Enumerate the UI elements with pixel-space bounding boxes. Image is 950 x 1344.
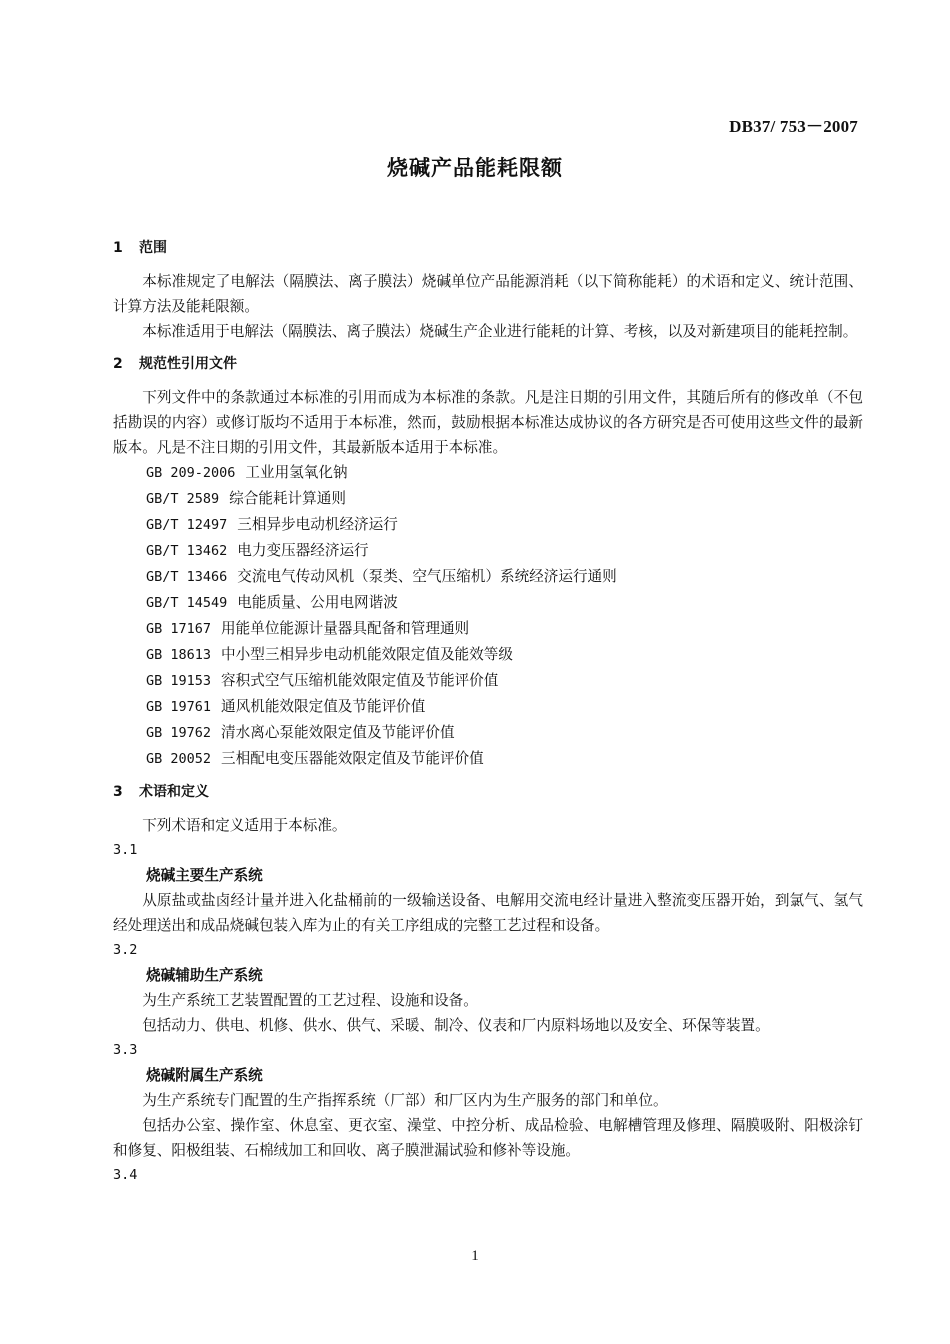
reference-item	[113, 668, 863, 694]
paragraph: 本标准适用于电解法（隔膜法、离子膜法）烧碱生产企业进行能耗的计算、考核，以及对新建项目的能耗控制。	[142, 323, 858, 340]
clause-number: 3.4	[113, 1167, 138, 1183]
reference-item	[113, 486, 863, 512]
reference-code: GB/T 13466	[146, 569, 228, 585]
reference-name: 清水离心泵能效限定值及节能评价值	[221, 724, 455, 741]
section-title: 范围	[139, 240, 167, 256]
reference-name: 容积式空气压缩机能效限定值及节能评价值	[221, 672, 499, 689]
section-title: 规范性引用文件	[139, 356, 237, 372]
reference-code: GB/T 12497	[146, 517, 228, 533]
clause-number: 3.1	[113, 842, 138, 858]
reference-item	[113, 538, 863, 564]
reference-item	[113, 642, 863, 668]
term-definition: 为生产系统工艺装置配置的工艺过程、设施和设备。	[142, 992, 478, 1009]
reference-item	[113, 460, 863, 486]
reference-name: 通风机能效限定值及节能评价值	[221, 698, 426, 715]
paragraph: 下列术语和定义适用于本标准。	[142, 817, 347, 834]
reference-name: 三相异步电动机经济运行	[237, 516, 398, 533]
reference-code: GB 19153	[146, 673, 212, 689]
document-title: 烧碱产品能耗限额	[387, 156, 563, 180]
section-number: 2	[113, 356, 123, 372]
reference-item	[113, 616, 863, 642]
clause-number: 3.2	[113, 942, 138, 958]
reference-code: GB 209-2006	[146, 465, 236, 481]
reference-name: 电能质量、公用电网谐波	[237, 594, 398, 611]
term-definition: 包括办公室、操作室、休息室、更衣室、澡堂、中控分析、成品检验、电解槽管理及修理、隔膜吸附、阳极涂钉和修复、阳极组装、石棉绒加工和回收、离子膜泄漏试验和修补等设施。	[113, 1117, 863, 1159]
reference-name: 中小型三相异步电动机能效限定值及能效等级	[221, 646, 513, 663]
reference-code: GB/T 13462	[146, 543, 228, 559]
reference-name: 电力变压器经济运行	[237, 542, 369, 559]
section-heading-terms-definitions	[113, 780, 863, 805]
document-body	[113, 236, 863, 1188]
reference-name: 用能单位能源计量器具配备和管理通则	[221, 620, 470, 637]
reference-code: GB 18613	[146, 647, 212, 663]
reference-code: GB 20052	[146, 751, 212, 767]
term-definition: 从原盐或盐卤经计量并进入化盐桶前的一级输送设备、电解用交流电经计量进入整流变压器开始，到氯气、氢气经处理送出和成品烧碱包装入库为止的有关工序组成的完整工艺过程和设备。	[113, 892, 863, 934]
term-definition: 为生产系统专门配置的生产指挥系统（厂部）和厂区内为生产服务的部门和单位。	[142, 1092, 668, 1109]
term-name: 烧碱主要生产系统	[146, 867, 263, 884]
reference-name: 三相配电变压器能效限定值及节能评价值	[221, 750, 484, 767]
section-number: 3	[113, 784, 123, 800]
reference-code: GB/T 2589	[146, 491, 220, 507]
reference-code: GB 17167	[146, 621, 212, 637]
section-heading-scope	[113, 236, 863, 261]
reference-item	[113, 746, 863, 772]
clause-number: 3.3	[113, 1042, 138, 1058]
section-number: 1	[113, 240, 123, 256]
paragraph: 本标准规定了电解法（隔膜法、离子膜法）烧碱单位产品能源消耗（以下简称能耗）的术语和定义、统计范围、计算方法及能耗限额。	[113, 273, 863, 315]
reference-item	[113, 512, 863, 538]
reference-item	[113, 590, 863, 616]
reference-name: 工业用氢氧化钠	[245, 464, 348, 481]
standard-code: DB37/ 753－2007	[729, 117, 858, 136]
reference-item	[113, 694, 863, 720]
reference-code: GB 19761	[146, 699, 212, 715]
reference-item	[113, 720, 863, 746]
reference-code: GB/T 14549	[146, 595, 228, 611]
reference-name: 综合能耗计算通则	[229, 490, 346, 507]
term-definition: 包括动力、供电、机修、供水、供气、采暖、制冷、仪表和厂内原料场地以及安全、环保等装置。	[142, 1017, 770, 1034]
page-number: 1	[471, 1248, 479, 1264]
term-name: 烧碱附属生产系统	[146, 1067, 263, 1084]
section-heading-normative-references	[113, 352, 863, 377]
reference-name: 交流电气传动风机（泵类、空气压缩机）系统经济运行通则	[237, 568, 617, 585]
reference-code: GB 19762	[146, 725, 212, 741]
term-name: 烧碱辅助生产系统	[146, 967, 263, 984]
reference-item	[113, 564, 863, 590]
section-title: 术语和定义	[139, 784, 209, 800]
paragraph: 下列文件中的条款通过本标准的引用而成为本标准的条款。凡是注日期的引用文件，其随后所有的修改单（不包括勘误的内容）或修订版均不适用于本标准，然而，鼓励根据本标准达成协议的各方研究是否可使用这些文件的最新版本。凡是不注日期的引用文件，其最新版本适用于本标准。	[113, 389, 863, 456]
